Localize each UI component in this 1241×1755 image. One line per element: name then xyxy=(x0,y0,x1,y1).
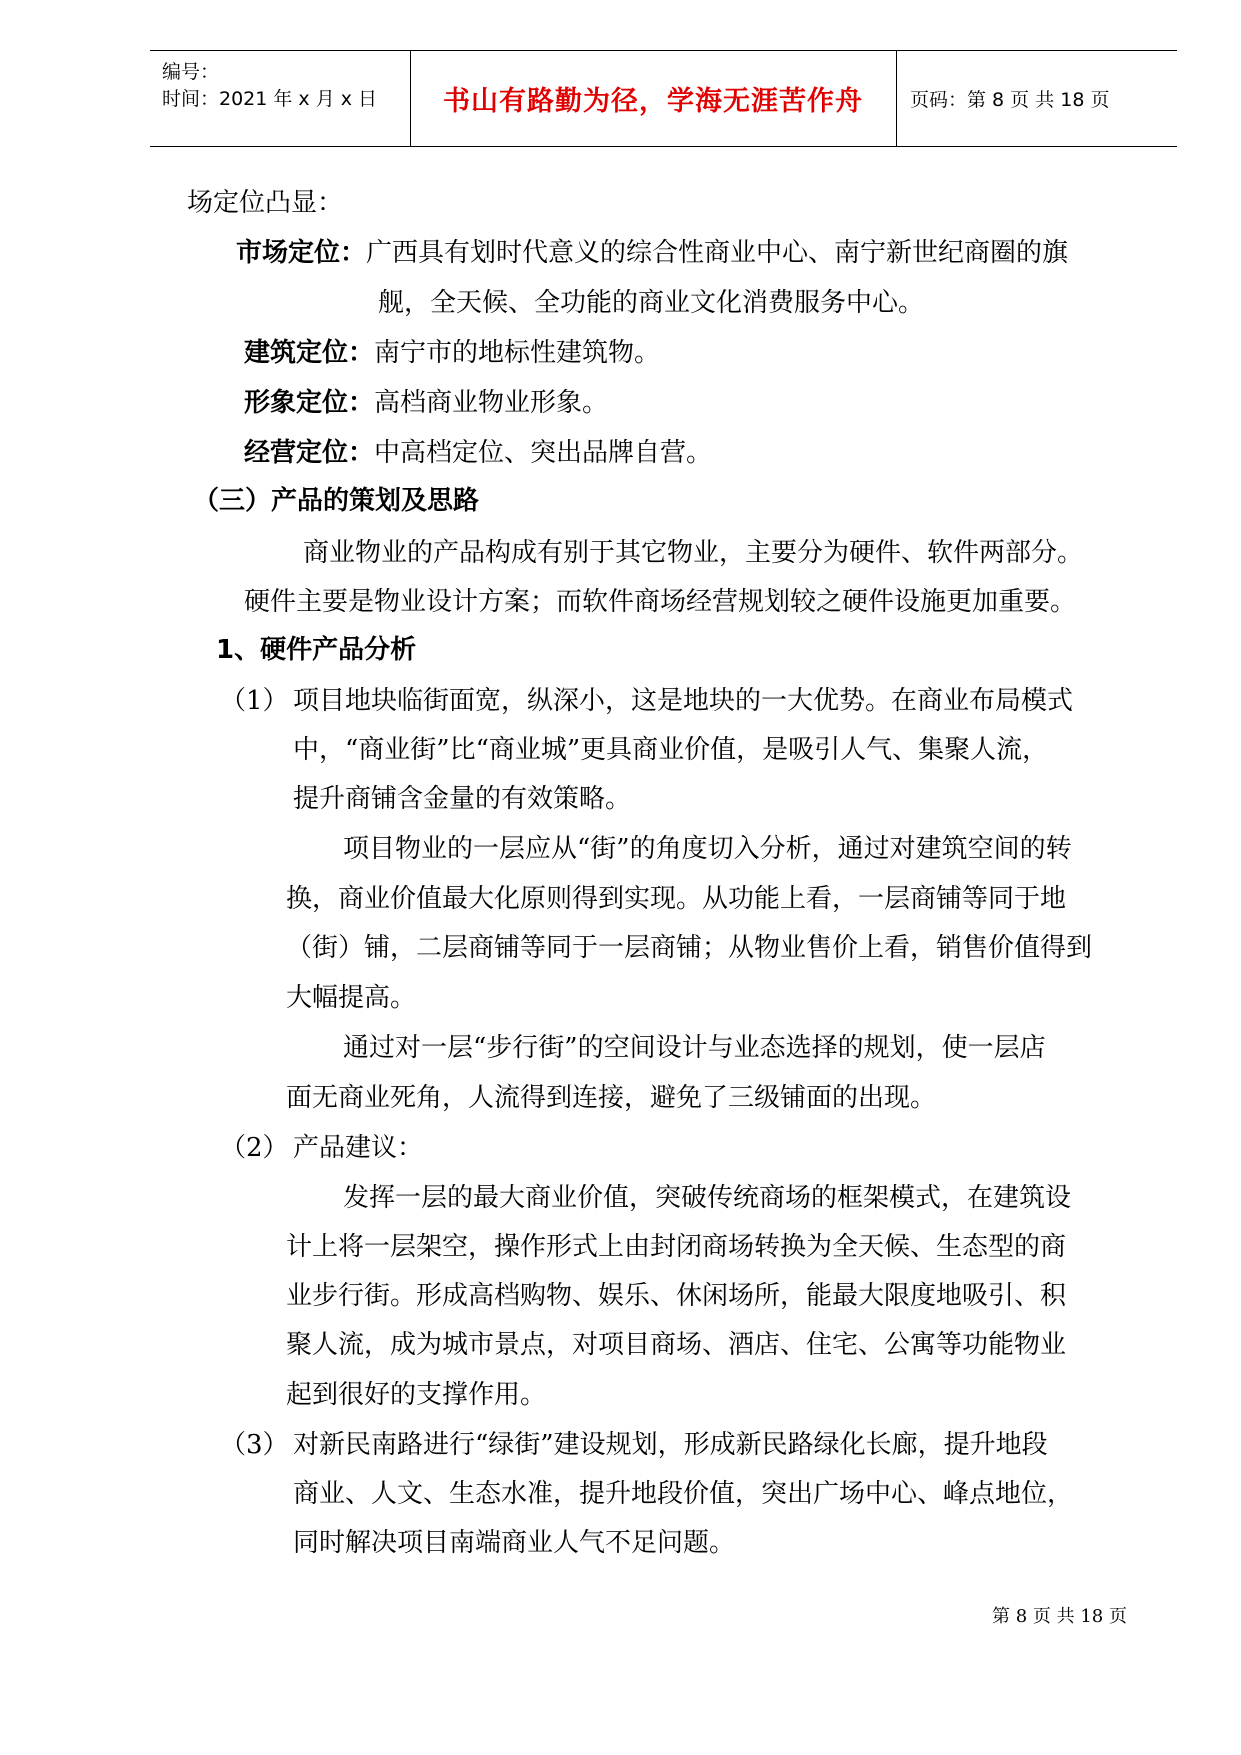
document-time-label: 时间：2021 年 x 月 x 日 xyxy=(162,88,378,110)
page-header xyxy=(150,50,1177,147)
operation-positioning-text: 中高档定位、突出品牌自营。 xyxy=(374,438,713,468)
item-3-line: 同时解决项目南端商业人气不足问题。 xyxy=(293,1528,736,1558)
paragraph-line: 换，商业价值最大化原则得到实现。从功能上看，一层商铺等同于地 xyxy=(286,884,1067,914)
header-info-cell xyxy=(150,51,411,146)
subsection-1-heading: 1、硬件产品分析 xyxy=(216,635,417,665)
architecture-positioning xyxy=(244,336,660,370)
item-1-line: 中，“商业街”比“商业城”更具商业价值，是吸引人气、集聚人流， xyxy=(293,735,1049,765)
document-number-label: 编号： xyxy=(162,61,220,83)
architecture-positioning-label: 建筑定位： xyxy=(244,338,375,368)
item-3-number: （3） xyxy=(220,1430,289,1460)
item-1-number: （1） xyxy=(220,686,289,716)
paragraph-line: （街）铺，二层商铺等同于一层商铺；从物业售价上看，销售价值得到 xyxy=(286,933,1093,963)
paragraph-line: 面无商业死角，人流得到连接，避免了三级铺面的出现。 xyxy=(286,1083,937,1113)
item-2-title: 产品建议： xyxy=(293,1133,424,1163)
section-3-paragraph-line: 硬件主要是物业设计方案；而软件商场经营规划较之硬件设施更加重要。 xyxy=(244,587,1077,617)
paragraph-line: 聚人流，成为城市景点，对项目商场、酒店、住宅、公寓等功能物业 xyxy=(286,1330,1067,1360)
intro-text: 场定位凸显： xyxy=(187,188,344,218)
item-3-line: 对新民南路进行“绿街”建设规划，形成新民路绿化长廊，提升地段 xyxy=(293,1430,1048,1460)
market-positioning-cont: 舰，全天候、全功能的商业文化消费服务中心。 xyxy=(378,288,925,318)
image-positioning-label: 形象定位： xyxy=(244,388,375,418)
paragraph-line: 大幅提高。 xyxy=(286,983,417,1013)
market-positioning-label: 市场定位： xyxy=(236,238,367,268)
item-1-line: 提升商铺含金量的有效策略。 xyxy=(293,784,632,814)
item-1-line: 项目地块临街面宽，纵深小，这是地块的一大优势。在商业布局模式 xyxy=(293,686,1074,716)
operation-positioning xyxy=(244,436,712,470)
image-positioning-text: 高档商业物业形象。 xyxy=(374,388,609,418)
paragraph-line: 业步行街。形成高档购物、娱乐、休闲场所，能最大限度地吸引、积 xyxy=(286,1281,1067,1311)
item-2-number: （2） xyxy=(220,1133,289,1163)
paragraph-line: 起到很好的支撑作用。 xyxy=(286,1380,547,1410)
header-page-number: 页码：第 8 页 共 18 页 xyxy=(910,89,1110,111)
architecture-positioning-text: 南宁市的地标性建筑物。 xyxy=(374,338,661,368)
market-positioning-text: 广西具有划时代意义的综合性商业中心、南宁新世纪商圈的旗 xyxy=(366,238,1069,268)
paragraph-line: 发挥一层的最大商业价值，突破传统商场的框架模式，在建筑设 xyxy=(343,1183,1072,1213)
header-page-cell xyxy=(896,51,1177,146)
section-3-heading: （三）产品的策划及思路 xyxy=(193,486,480,516)
footer-page-number: 第 8 页 共 18 页 xyxy=(992,1606,1127,1627)
section-3-paragraph-line: 商业物业的产品构成有别于其它物业，主要分为硬件、软件两部分。 xyxy=(303,538,1084,568)
paragraph-line: 项目物业的一层应从“街”的角度切入分析，通过对建筑空间的转 xyxy=(343,834,1072,864)
header-motto-cell xyxy=(410,51,897,146)
header-motto: 书山有路勤为径，学海无涯苦作舟 xyxy=(443,86,863,117)
paragraph-line: 计上将一层架空，操作形式上由封闭商场转换为全天候、生态型的商 xyxy=(286,1232,1067,1262)
image-positioning xyxy=(244,386,608,420)
operation-positioning-label: 经营定位： xyxy=(244,438,375,468)
item-3-line: 商业、人文、生态水准，提升地段价值，突出广场中心、峰点地位， xyxy=(293,1479,1074,1509)
paragraph-line: 通过对一层“步行街”的空间设计与业态选择的规划，使一层店 xyxy=(343,1033,1046,1063)
market-positioning xyxy=(236,236,1068,270)
